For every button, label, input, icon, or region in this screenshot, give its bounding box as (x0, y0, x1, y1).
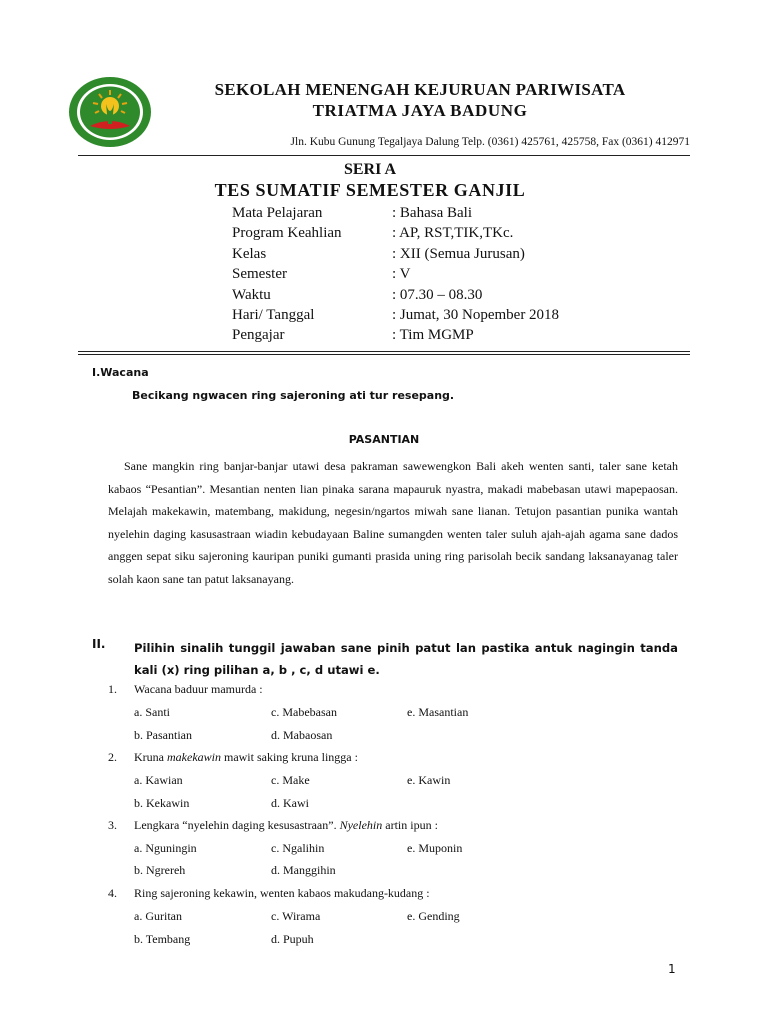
info-value: : AP, RST,TIK,TKc. (392, 225, 514, 242)
question-text: Wacana baduur mamurda : (134, 682, 263, 696)
info-row (232, 285, 559, 305)
question-text: Ring sajeroning kekawin, wenten kabaos makudang-kudang : (134, 886, 430, 900)
info-value: : Bahasa Bali (392, 205, 472, 221)
info-value: : Jumat, 30 Nopember 2018 (392, 307, 560, 324)
info-label: Kelas (232, 245, 267, 262)
school-address: Jln. Kubu Gunung Tegaljaya Dalung Telp. (0361) 425761, 425758, Fax (0361) 412971 (290, 136, 690, 148)
school-name-line2: TRIATMA JAYA BADUNG (312, 101, 528, 120)
option-e[interactable]: e. Kawin (407, 773, 451, 787)
info-label: Pengajar (232, 327, 285, 344)
info-label: Waktu (232, 286, 271, 303)
section1-heading: I.Wacana (92, 366, 149, 379)
question-number: 2. (108, 750, 117, 764)
exam-series: SERI A (343, 161, 397, 178)
section-divider (78, 351, 690, 355)
option-a[interactable]: a. Nguningin (134, 841, 197, 855)
option-d[interactable]: d. Kawi (271, 796, 309, 810)
info-row (232, 305, 559, 325)
info-label: Hari/ Tanggal (232, 307, 315, 324)
option-e[interactable]: e. Masantian (407, 705, 469, 719)
school-logo (68, 76, 152, 148)
option-d[interactable]: d. Mabaosan (271, 728, 333, 742)
option-c[interactable]: c. Wirama (271, 909, 321, 923)
info-row (232, 223, 559, 243)
passage-title: PASANTIAN (348, 433, 420, 446)
question-text: Kruna makekawin mawit saking kruna lingga : (134, 750, 358, 764)
info-row (232, 325, 559, 345)
option-d[interactable]: d. Pupuh (271, 932, 314, 946)
info-value: : V (392, 266, 411, 283)
info-row (232, 264, 559, 284)
option-b[interactable]: b. Pasantian (134, 728, 192, 742)
info-label: Semester (232, 266, 287, 283)
option-c[interactable]: c. Make (271, 773, 310, 787)
school-name-line1: SEKOLAH MENENGAH KEJURUAN PARIWISATA (214, 80, 626, 99)
section2-instruction: Pilihin sinalih tunggil jawaban sane pinih patut lan pastika antuk nagingin tanda kali (x) ring pilihan a, b , c, d utawi e. (134, 641, 678, 678)
exam-info-table (232, 203, 559, 346)
info-label: Program Keahlian (232, 225, 342, 242)
option-b[interactable]: b. Ngrereh (134, 863, 186, 877)
section1-instruction: Becikang ngwacen ring sajeroning ati tur resepang. (132, 389, 455, 402)
option-d[interactable]: d. Manggihin (271, 863, 336, 877)
info-row (232, 203, 559, 223)
option-b[interactable]: b. Tembang (134, 932, 191, 946)
option-a[interactable]: a. Santi (134, 705, 170, 719)
option-e[interactable]: e. Muponin (407, 841, 463, 855)
option-a[interactable]: a. Guritan (134, 909, 182, 923)
question-number: 3. (108, 818, 117, 832)
option-e[interactable]: e. Gending (407, 909, 460, 923)
passage-paragraph (108, 455, 678, 591)
header-divider (78, 155, 690, 156)
info-row (232, 244, 559, 264)
question-text: Lengkara “nyelehin daging kesusastraan”. Nyelehin artin ipun : (134, 818, 438, 832)
option-c[interactable]: c. Ngalihin (271, 841, 325, 855)
exam-title: TES SUMATIF SEMESTER GANJIL (214, 180, 526, 200)
question-number: 1. (108, 682, 117, 696)
option-c[interactable]: c. Mabebasan (271, 705, 337, 719)
info-label: Mata Pelajaran (232, 205, 323, 221)
question-number: 4. (108, 886, 117, 900)
passage-text: Sane mangkin ring banjar-banjar utawi desa pakraman sawewengkon Bali akeh wenten santi, taler sane ketah kabaos “Pesantian”. Mesantian nenten lian pinaka sarana mapauruk nyastra, makadi mabebasan utawi mapepaosan. Melajah makekawin, matembang, makidung, negesin/ngartos miwah sane lianan. Tetujon pasantian punika wantah nyelehin daging kasusastraan wiadin kebudayaan Baline sumangden wenten taler suluh ajah-ajah agama sane dados anggen sepat siku sajeroning kauripan puniki gumanti prasida uning ring parisolah becik sandang laksanayanag taler solah kaon sane tan patut laksanayang. (108, 459, 678, 586)
info-value: : XII (Semua Jurusan) (392, 245, 525, 262)
option-a[interactable]: a. Kawian (134, 773, 183, 787)
info-value: : 07.30 – 08.30 (392, 286, 483, 303)
section2-number: II. (92, 637, 106, 651)
page-number: 1 (668, 962, 676, 976)
option-b[interactable]: b. Kekawin (134, 796, 190, 810)
info-value: : Tim MGMP (392, 327, 474, 344)
